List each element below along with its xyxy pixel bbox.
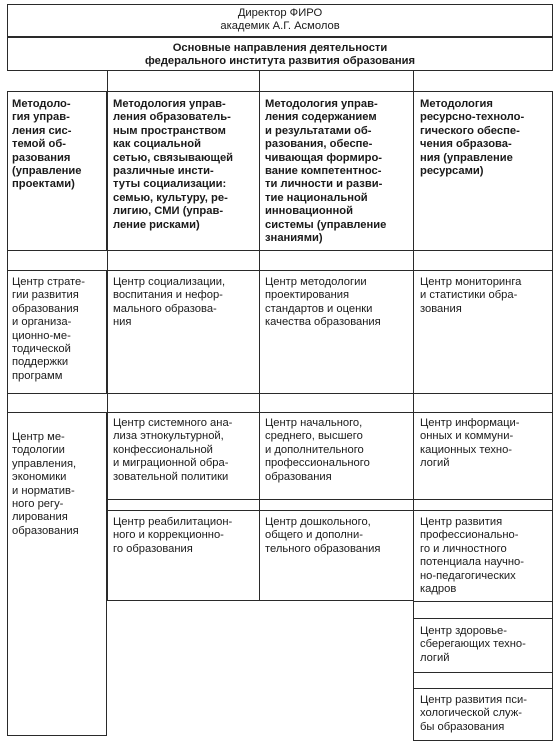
connector-line-1 [107,71,108,91]
center-psychology: Центр развития пси- хологической служ- бы образования [420,694,527,733]
center-monitoring: Центр мониторинга и статистики обра- зования [420,276,522,315]
center-socialization: Центр социализации, воспитания и нефор- мального образова- ния [113,276,226,329]
center-management: Центр ме- тодологии управления, экономики и норматив- ного регу- лирования образования [12,431,79,537]
direction-title-4: Методология ресурсно-техноло- гического обеспе- чения образова- ния (управление ресурсами) [420,98,525,178]
direction-title-2: Методология управ- ления образователь- ным пространством как социальной сетью, связывающей различные инсти- туты социализации: семью, культуру, ре- лигию, СМИ (управ- ление рисками) [113,98,234,231]
connector-line-2 [259,71,260,91]
director-name: академик А.Г. Асмолов [220,20,340,32]
center-health: Центр здоровье- сберегающих техно- логий [420,625,526,664]
direction-title-3: Методология управ- ления содержанием и результатами об- разования, обеспе- чивающая формиро- вание компетентнос- ти личности и разви- тие национальной инновационной системы (управление знаниями) [265,98,387,245]
main-heading: Основные направления деятельности федерального института развития образования [144,42,416,68]
center-professional-potential: Центр развития профессионально- го и личностного потенциала научно- но-педагогических кадров [420,516,524,596]
center-rehabilitation: Центр реабилитацион- ного и коррекционно- го образования [113,516,233,555]
connector-line-3 [413,71,414,91]
center-systems-analysis: Центр системного ана- лиза этнокультурной, конфессиональной и миграционной обра- зовательной политики [113,417,233,483]
director-title: Директор ФИРО [237,7,323,19]
center-preschool: Центр дошкольного, общего и дополни- тельного образования [265,516,381,555]
center-standards: Центр методологии проектирования стандартов и оценки качества образования [265,276,381,329]
direction-title-1: Методоло- гия управ- ления сис- темой об- разования (управление проектами) [12,98,82,191]
center-strategy: Центр страте- гии развития образования и организа- ционно-ме- тодической поддержки программ [12,276,85,382]
center-vocational: Центр начального, среднего, высшего и дополнительного профессионального образования [265,417,370,483]
center-ict: Центр информаци- онных и коммуни- кационных техно- логий [420,417,520,470]
